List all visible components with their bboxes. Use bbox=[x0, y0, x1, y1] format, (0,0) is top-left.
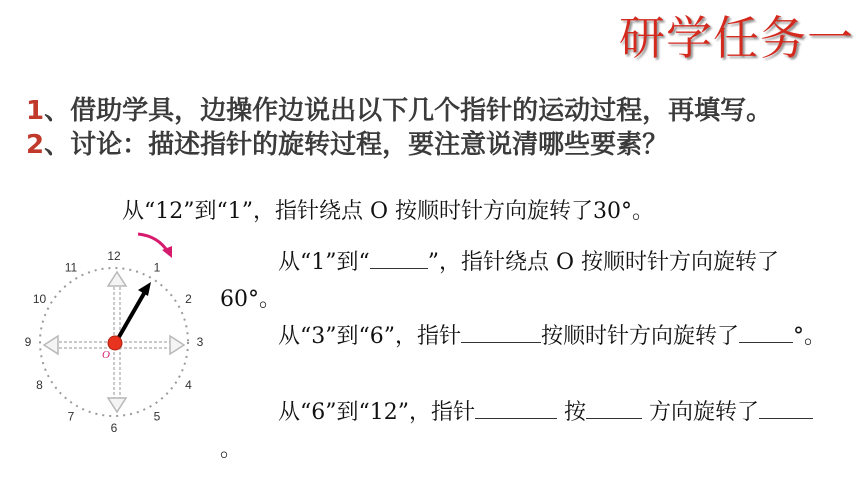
q3-blank-center[interactable] bbox=[475, 396, 557, 419]
q3-text-c: 方向旋转了 bbox=[641, 400, 759, 425]
q2-text-c: °。 bbox=[793, 324, 827, 349]
clock-number-2: 2 bbox=[185, 292, 192, 306]
clock-number-6: 6 bbox=[110, 421, 118, 435]
clock-number-7: 7 bbox=[67, 409, 75, 424]
task-1-number: 1 bbox=[26, 96, 45, 126]
question-3 bbox=[220, 394, 830, 468]
q2-blank-angle[interactable] bbox=[739, 320, 793, 343]
question-1 bbox=[220, 244, 830, 318]
slide-title: 研学任务一 bbox=[619, 11, 854, 65]
center-point bbox=[108, 336, 122, 350]
task-2-number: 2 bbox=[26, 130, 45, 160]
clock-number-8: 8 bbox=[36, 378, 43, 392]
q3-text-b: 按 bbox=[556, 400, 586, 425]
example-statement: 从“12”到“1”，指针绕点 O 按顺时针方向旋转了30°。 bbox=[122, 199, 654, 224]
clock-number-12: 12 bbox=[107, 249, 121, 263]
clock-number-11: 11 bbox=[64, 260, 78, 275]
rotation-arrow bbox=[138, 234, 168, 252]
task-1-text: 、借助学具，边操作边说出以下几个指针的运动过程，再填写。 bbox=[44, 96, 773, 126]
question-2 bbox=[220, 318, 830, 355]
q2-blank-center[interactable] bbox=[461, 320, 541, 343]
clock-number-3: 3 bbox=[196, 335, 204, 349]
q3-blank-direction[interactable] bbox=[586, 396, 642, 419]
clock-number-1: 1 bbox=[153, 260, 161, 275]
q1-text-a: 从“1”到“ bbox=[278, 250, 370, 275]
q1-text-b: ”，指针绕点 O 按顺时针方向旋转了60°。 bbox=[220, 250, 780, 312]
task-2 bbox=[26, 124, 668, 161]
q1-blank-number[interactable] bbox=[370, 246, 428, 269]
task-2-text: 、讨论：描述指针的旋转过程，要注意说清哪些要素？ bbox=[44, 130, 669, 160]
clock-number-4: 4 bbox=[185, 378, 192, 392]
q2-text-b: 按顺时针方向旋转了 bbox=[540, 324, 739, 349]
clock-number-9: 9 bbox=[24, 335, 32, 349]
q2-text-a: 从“3”到“6”，指针 bbox=[278, 324, 461, 349]
clock-number-10: 10 bbox=[32, 292, 47, 306]
q3-text-d: 。 bbox=[220, 437, 243, 462]
q3-blank-angle[interactable] bbox=[759, 396, 813, 419]
center-label: O bbox=[102, 349, 110, 361]
clock-number-5: 5 bbox=[153, 409, 161, 424]
task-1 bbox=[26, 90, 772, 127]
clock-diagram bbox=[24, 228, 206, 435]
clock-hand-tip bbox=[138, 282, 151, 296]
q3-text-a: 从“6”到“12”，指针 bbox=[278, 400, 475, 425]
